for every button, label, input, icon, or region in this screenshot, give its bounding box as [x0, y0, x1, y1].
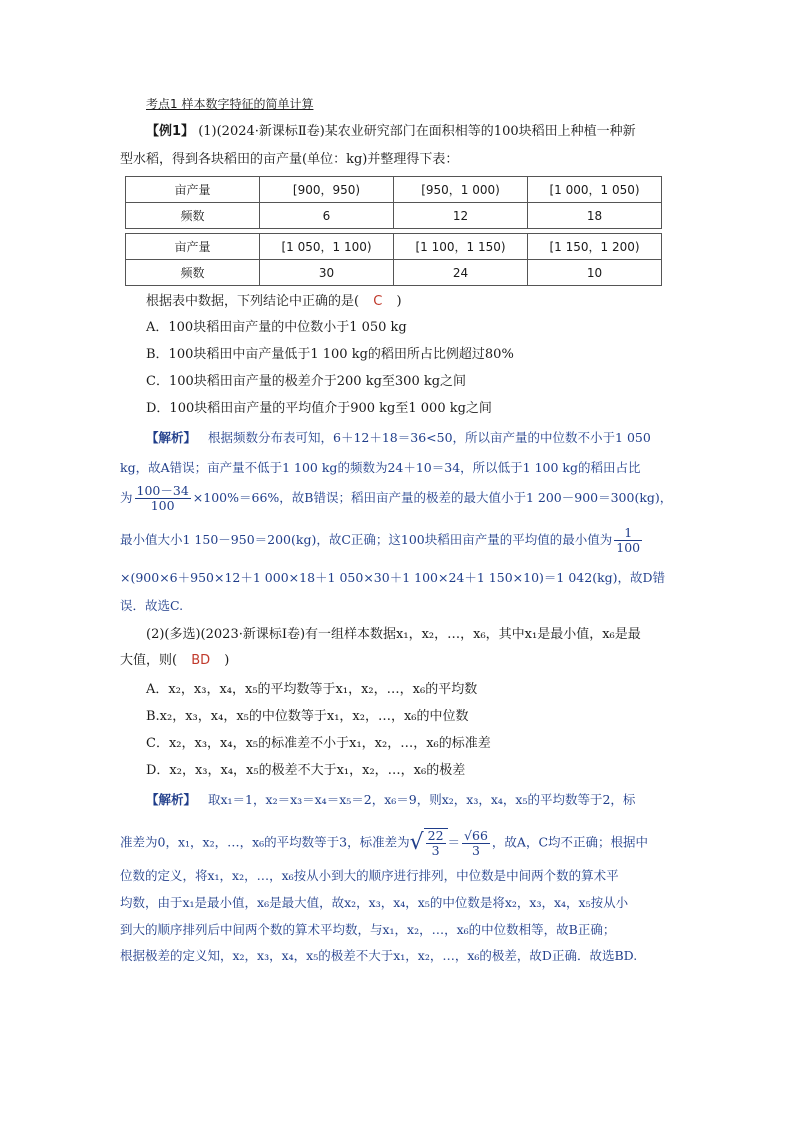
fraction	[614, 526, 642, 555]
table-cell: [1 100，1 150)	[394, 234, 528, 260]
question1-close: )	[396, 294, 402, 309]
fraction-numerator: 100－34	[136, 483, 189, 498]
analysis1-l3-post: ×100%＝66%，故B错误；稻田亩产量的极差的最大值小于1 200－900＝300(kg)，	[192, 490, 673, 505]
analysis-label: 【解析】	[146, 430, 197, 445]
fraction-denominator: 100	[616, 540, 641, 555]
table-cell: 频数	[126, 203, 260, 229]
analysis2-line3: 位数的定义，将x₁，x₂，…，x₆按从小到大的顺序进行排列，中位数是中间两个数的算术平	[120, 868, 619, 883]
example1-line2: 型水稻，得到各块稻田的亩产量(单位：kg)并整理得下表：	[120, 152, 459, 167]
option1-c: C．100块稻田亩产量的极差介于200 kg至300 kg之间	[146, 374, 467, 389]
table-cell: [900，950)	[260, 177, 394, 203]
table-cell: [1 150，1 200)	[528, 234, 662, 260]
table-row	[126, 177, 662, 203]
table-cell: 亩产量	[126, 177, 260, 203]
fraction-denominator: 100	[150, 498, 175, 513]
fraction-denominator: 3	[431, 843, 440, 858]
analysis1-line2: kg，故A错误；亩产量不低于1 100 kg的频数为24＋10＝34，所以低于1 100 kg的稻田占比	[120, 460, 641, 475]
analysis2-l2-post: ，故A，C均不正确；根据中	[491, 834, 649, 850]
table-cell: 亩产量	[126, 234, 260, 260]
analysis2-l2-pre: 准差为0，x₁，x₂，…，x₆的平均数等于3，标准差为	[120, 834, 410, 850]
table-row	[126, 234, 662, 260]
table-cell: 12	[394, 203, 528, 229]
table-cell: 18	[528, 203, 662, 229]
analysis1-text: 根据频数分布表可知，6＋12＋18＝36<50，所以亩产量的中位数不小于1 050	[208, 430, 651, 445]
analysis1-l3-pre: 为	[120, 490, 133, 505]
fraction-numerator: 1	[614, 526, 642, 541]
analysis1-line3	[120, 484, 672, 513]
topic-heading: 考点1 样本数字特征的简单计算	[146, 97, 314, 111]
fraction	[462, 829, 490, 858]
table-cell: [1 000，1 050)	[528, 177, 662, 203]
table-row	[126, 260, 662, 286]
frequency-table-bottom	[125, 233, 662, 286]
answer2: BD	[191, 653, 211, 668]
analysis1-l4-pre: 最小值大小1 150－950＝200(kg)，故C正确；这100块稻田亩产量的平均值的最小值为	[120, 532, 613, 547]
analysis2-line2	[120, 828, 648, 858]
table-cell: 10	[528, 260, 662, 286]
option1-b: B．100块稻田中亩产量低于1 100 kg的稻田所占比例超过80%	[146, 347, 514, 362]
analysis-label: 【解析】	[146, 792, 197, 807]
fraction-numerator: 22	[427, 828, 444, 843]
part2-line2-post: )	[224, 653, 230, 668]
table-cell: [1 050，1 100)	[260, 234, 394, 260]
part2-line2	[120, 651, 229, 671]
fraction-numerator: √66	[464, 827, 488, 843]
table-cell: 24	[394, 260, 528, 286]
part2-line2-pre: 大值，则(	[120, 653, 178, 668]
fraction-denominator: 3	[472, 842, 480, 858]
sqrt-expression	[410, 828, 448, 858]
analysis2-line6: 根据极差的定义知，x₂，x₃，x₄，x₅的极差不大于x₁，x₂，…，x₆的极差，故D正确．故选BD.	[120, 948, 638, 963]
analysis1-line5: ×(900×6＋950×12＋1 000×18＋1 050×30＋1 100×24＋1 150×10)＝1 042(kg)，故D错	[120, 570, 666, 585]
example-label: 【例1】	[146, 124, 195, 139]
answer1: C	[373, 294, 383, 309]
table-cell: 频数	[126, 260, 260, 286]
analysis1-line6: 误．故选C.	[120, 598, 184, 613]
option1-d: D．100块稻田亩产量的平均值介于900 kg至1 000 kg之间	[146, 401, 492, 416]
fraction	[426, 829, 446, 858]
option2-d: D．x₂，x₃，x₄，x₅的极差不大于x₁，x₂，…，x₆的极差	[146, 763, 466, 778]
analysis2-text: 取x₁＝1，x₂＝x₃＝x₄＝x₅＝2，x₆＝9，则x₂，x₃，x₄，x₅的平均数等于2，标	[208, 792, 636, 807]
table-row	[126, 203, 662, 229]
table-cell: [950，1 000)	[394, 177, 528, 203]
table-cell: 6	[260, 203, 394, 229]
question1	[146, 292, 402, 312]
equals-sign: ＝	[447, 834, 461, 850]
example1-line1	[146, 122, 636, 142]
analysis2-line5: 到大的顺序排列后中间两个数的算术平均数，与x₁，x₂，…，x₆的中位数相等，故B正确；	[120, 922, 616, 937]
sqrt-radicand	[424, 828, 448, 858]
option2-c: C．x₂，x₃，x₄，x₅的标准差不小于x₁，x₂，…，x₆的标准差	[146, 736, 491, 751]
option2-b: B.x₂，x₃，x₄，x₅的中位数等于x₁，x₂，…，x₆的中位数	[146, 709, 469, 724]
analysis2-line4: 均数，由于x₁是最小值，x₆是最大值，故x₂，x₃，x₄，x₅的中位数是将x₂，x₃，x₄，x₅按从小	[120, 895, 629, 910]
sqrt-icon: √	[409, 830, 424, 855]
part2-line1: (2)(多选)(2023·新课标Ⅰ卷)有一组样本数据x₁，x₂，…，x₆，其中x₁是最小值，x₆是最	[146, 627, 641, 642]
table-cell: 30	[260, 260, 394, 286]
frequency-table-top	[125, 176, 662, 229]
analysis1-line4	[120, 526, 644, 555]
question1-text: 根据表中数据，下列结论中正确的是(	[146, 294, 360, 309]
analysis1-line1	[146, 428, 651, 448]
option1-a: A．100块稻田亩产量的中位数小于1 050 kg	[146, 320, 407, 335]
option2-a: A．x₂，x₃，x₄，x₅的平均数等于x₁，x₂，…，x₆的平均数	[146, 682, 478, 697]
part1-intro: (1)(2024·新课标Ⅱ卷)某农业研究部门在面积相等的100块稻田上种植一种新	[198, 124, 636, 139]
fraction	[135, 484, 191, 513]
analysis2-line1	[146, 790, 635, 810]
